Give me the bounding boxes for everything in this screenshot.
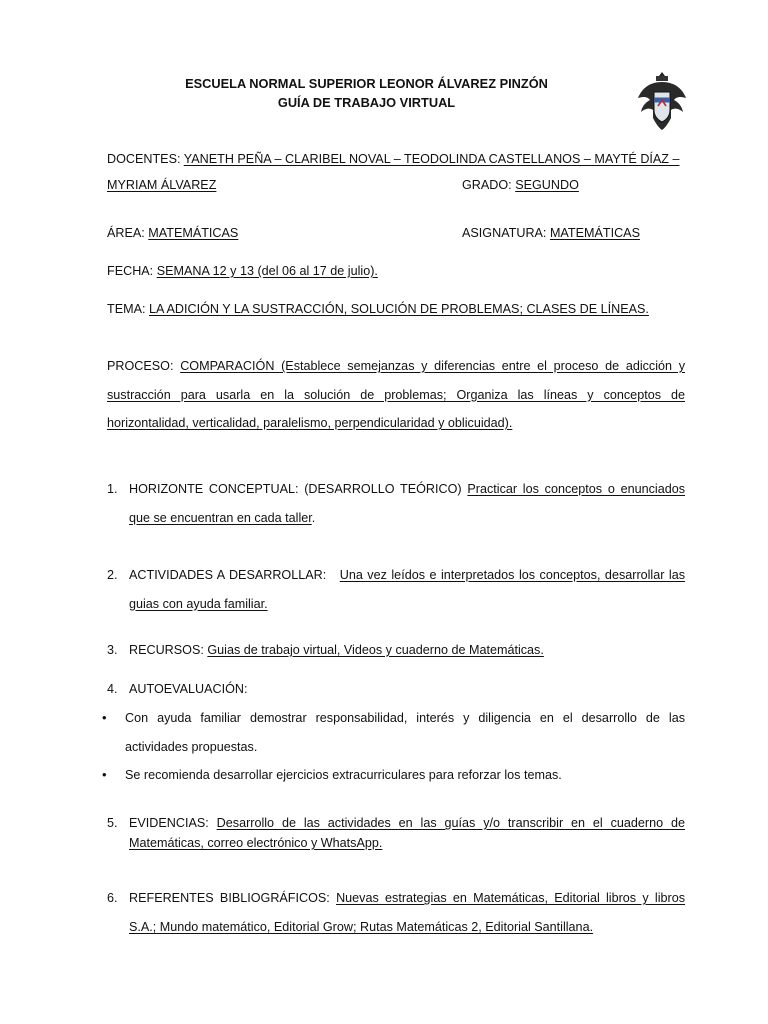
tema-field [107, 302, 649, 316]
section-label: RECURSOS: [129, 643, 204, 657]
grado-label: GRADO: [462, 178, 512, 192]
section-recursos [129, 636, 685, 665]
guide-title: GUÍA DE TRABAJO VIRTUAL [277, 95, 456, 110]
section-autoevaluacion [129, 675, 685, 704]
docentes-label: DOCENTES: [107, 152, 181, 166]
section-horizonte-conceptual [129, 475, 685, 532]
section-number: 1. [107, 482, 118, 496]
section-number: 6. [107, 891, 118, 905]
asignatura-value: MATEMÁTICAS [549, 226, 640, 240]
section-label: EVIDENCIAS: [129, 816, 209, 830]
asignatura-field [462, 226, 640, 240]
docentes-field [107, 145, 685, 174]
section-value: Desarrollo de las actividades en las guías y/o transcribir en el cuaderno de Matemáticas, correo electrónico y WhatsApp. [129, 816, 686, 850]
section-label: ACTIVIDADES A DESARROLLAR: [129, 568, 327, 582]
fecha-value: SEMANA 12 y 13 (del 06 al 17 de julio). [156, 264, 378, 278]
section-number: 4. [107, 682, 118, 696]
section-evidencias [129, 813, 685, 853]
docentes-value: YANETH PEÑA – CLARIBEL NOVAL – TEODOLINDA CASTELLANOS – MAYTÉ DÍAZ – [183, 152, 680, 166]
bullet-icon: • [102, 767, 107, 782]
bullet-item: Se recomienda desarrollar ejercicios extracurriculares para reforzar los temas. [125, 768, 562, 782]
section-actividades [129, 561, 685, 618]
section-value: Guias de trabajo virtual, Videos y cuaderno de Matemáticas. [207, 643, 544, 657]
bullet-icon: • [102, 710, 107, 725]
asignatura-label: ASIGNATURA: [462, 226, 547, 240]
bullet-item: Con ayuda familiar demostrar responsabilidad, interés y diligencia en el desarrollo de las actividades propuestas. [125, 711, 685, 754]
tema-value: LA ADICIÓN Y LA SUSTRACCIÓN, SOLUCIÓN DE PROBLEMAS; CLASES DE LÍNEAS. [148, 302, 649, 316]
tema-label: TEMA: [107, 302, 146, 316]
section-value: Practicar los conceptos o enunciados que se encuentran en cada taller [129, 482, 685, 525]
grado-value: SEGUNDO [515, 178, 579, 192]
proceso-label: PROCESO: [107, 359, 174, 373]
section-value: Nuevas estrategias en Matemáticas, Editorial libros y libros S.A.; Mundo matemático, Editorial Grow; Rutas Matemáticas 2, Editorial Santillana. [129, 891, 686, 934]
school-coat-of-arms-icon [636, 70, 688, 132]
section-suffix: . [311, 510, 316, 525]
section-label: HORIZONTE CONCEPTUAL: (DESARROLLO TEÓRICO) [129, 482, 462, 496]
grado-field [462, 178, 579, 192]
section-number: 2. [107, 568, 118, 582]
proceso-value: COMPARACIÓN (Establece semejanzas y diferencias entre el proceso de adicción y sustracción para usarla en la solución de problemas; Organiza las líneas y conceptos de horizontalidad, verticalidad, paralelismo, perpendicularidad y oblicuidad). [107, 359, 686, 430]
section-value: Una vez leídos e interpretados los conceptos, desarrollar las guias con ayuda familiar. [129, 568, 686, 611]
section-label: REFERENTES BIBLIOGRÁFICOS: [129, 891, 330, 905]
area-field [107, 226, 238, 240]
section-referentes [129, 884, 685, 941]
fecha-label: FECHA: [107, 264, 154, 278]
section-number: 5. [107, 816, 118, 830]
area-label: ÁREA: [107, 226, 145, 240]
school-name: ESCUELA NORMAL SUPERIOR LEONOR ÁLVAREZ PINZÓN [185, 76, 548, 91]
section-label: AUTOEVALUACIÓN: [129, 682, 248, 696]
fecha-field [107, 264, 378, 278]
proceso-field [107, 352, 685, 438]
section-number: 3. [107, 643, 118, 657]
area-value: MATEMÁTICAS [148, 226, 239, 240]
docentes-value-cont: MYRIAM ÁLVAREZ [107, 178, 217, 192]
